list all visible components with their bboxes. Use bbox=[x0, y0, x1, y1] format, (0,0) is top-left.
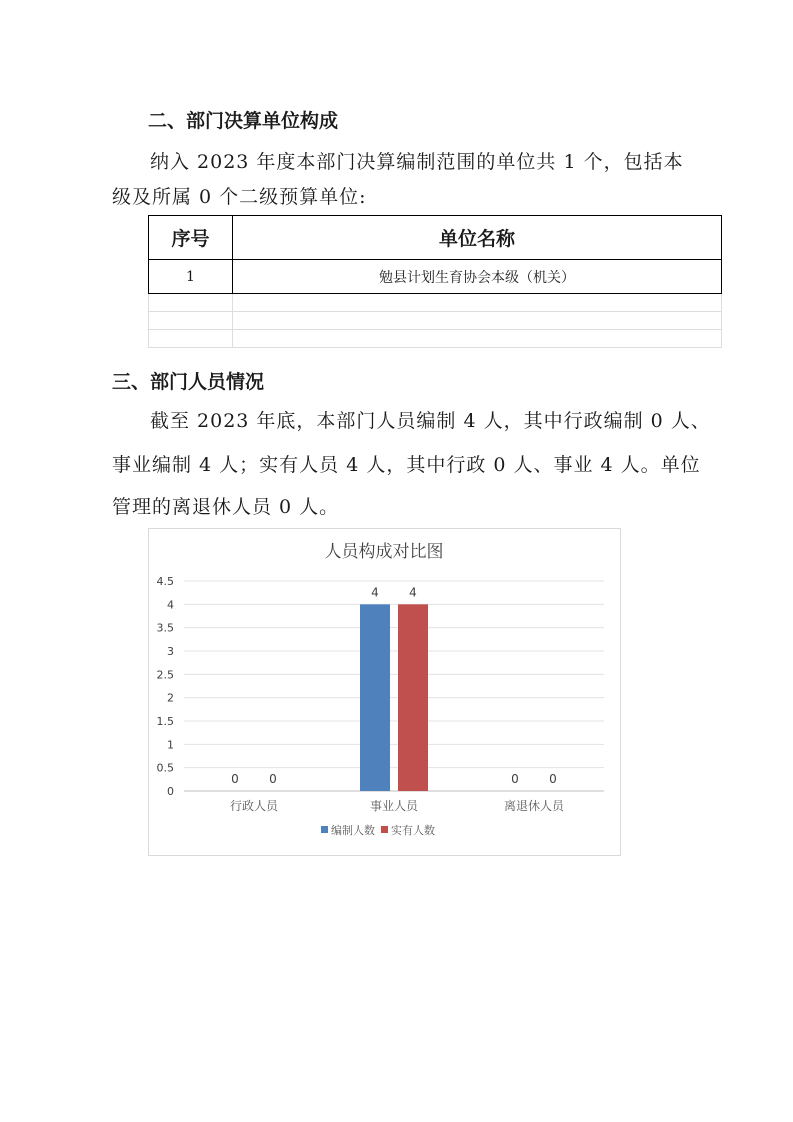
table-header-index: 序号 bbox=[149, 216, 233, 260]
y-tick-label: 4.5 bbox=[156, 575, 174, 588]
y-tick-label: 3.5 bbox=[156, 621, 174, 635]
data-label: 0 bbox=[269, 772, 277, 786]
y-tick-label: 2 bbox=[167, 691, 174, 705]
bar bbox=[360, 604, 390, 791]
data-label: 0 bbox=[549, 772, 557, 786]
section2-paragraph-line1: 纳入 2023 年度本部门决算编制范围的单位共 1 个，包括本 bbox=[150, 151, 684, 173]
table-empty-row bbox=[149, 294, 722, 312]
y-tick-label: 0.5 bbox=[156, 761, 174, 775]
y-tick-label: 3 bbox=[167, 645, 174, 658]
legend-label: 实有人数 bbox=[391, 824, 435, 837]
y-tick-label: 0 bbox=[167, 785, 174, 798]
chart-svg bbox=[149, 529, 620, 855]
y-tick-label: 1 bbox=[167, 738, 174, 752]
table-header-unit-name: 单位名称 bbox=[233, 216, 722, 260]
table-cell-unit-name: 勉县计划生育协会本级（机关） bbox=[233, 260, 722, 294]
x-tick-label: 事业人员 bbox=[369, 799, 419, 813]
data-label: 0 bbox=[231, 772, 239, 786]
section3-heading: 三、部门人员情况 bbox=[112, 371, 265, 393]
legend-swatch bbox=[381, 826, 388, 833]
data-label: 0 bbox=[511, 772, 519, 786]
table-empty-row bbox=[149, 330, 722, 348]
table-cell-index: 1 bbox=[149, 260, 233, 294]
legend-swatch bbox=[321, 826, 328, 833]
section2-heading: 二、部门决算单位构成 bbox=[148, 110, 339, 132]
data-label: 4 bbox=[371, 585, 379, 600]
bar bbox=[398, 604, 428, 791]
data-label: 4 bbox=[409, 585, 417, 600]
section3-paragraph-line2: 事业编制 4 人；实有人员 4 人，其中行政 0 人、事业 4 人。单位 bbox=[112, 454, 701, 476]
section2-paragraph-line2: 级及所属 0 个二级预算单位: bbox=[112, 186, 367, 208]
section3-paragraph-line1: 截至 2023 年底，本部门人员编制 4 人，其中行政编制 0 人、 bbox=[150, 410, 711, 432]
x-tick-label: 行政人员 bbox=[229, 799, 279, 813]
personnel-chart bbox=[148, 528, 621, 856]
y-tick-label: 2.5 bbox=[156, 668, 174, 682]
unit-table bbox=[148, 215, 722, 348]
chart-title: 人员构成对比图 bbox=[324, 542, 444, 562]
section3-paragraph-line3: 管理的离退休人员 0 人。 bbox=[112, 496, 340, 518]
y-tick-label: 4 bbox=[167, 598, 174, 612]
x-tick-label: 离退休人员 bbox=[503, 799, 565, 813]
table-header-row bbox=[149, 216, 722, 260]
table-row bbox=[149, 260, 722, 294]
legend-label: 编制人数 bbox=[331, 824, 375, 837]
table-empty-row bbox=[149, 312, 722, 330]
y-tick-label: 1.5 bbox=[156, 715, 174, 728]
